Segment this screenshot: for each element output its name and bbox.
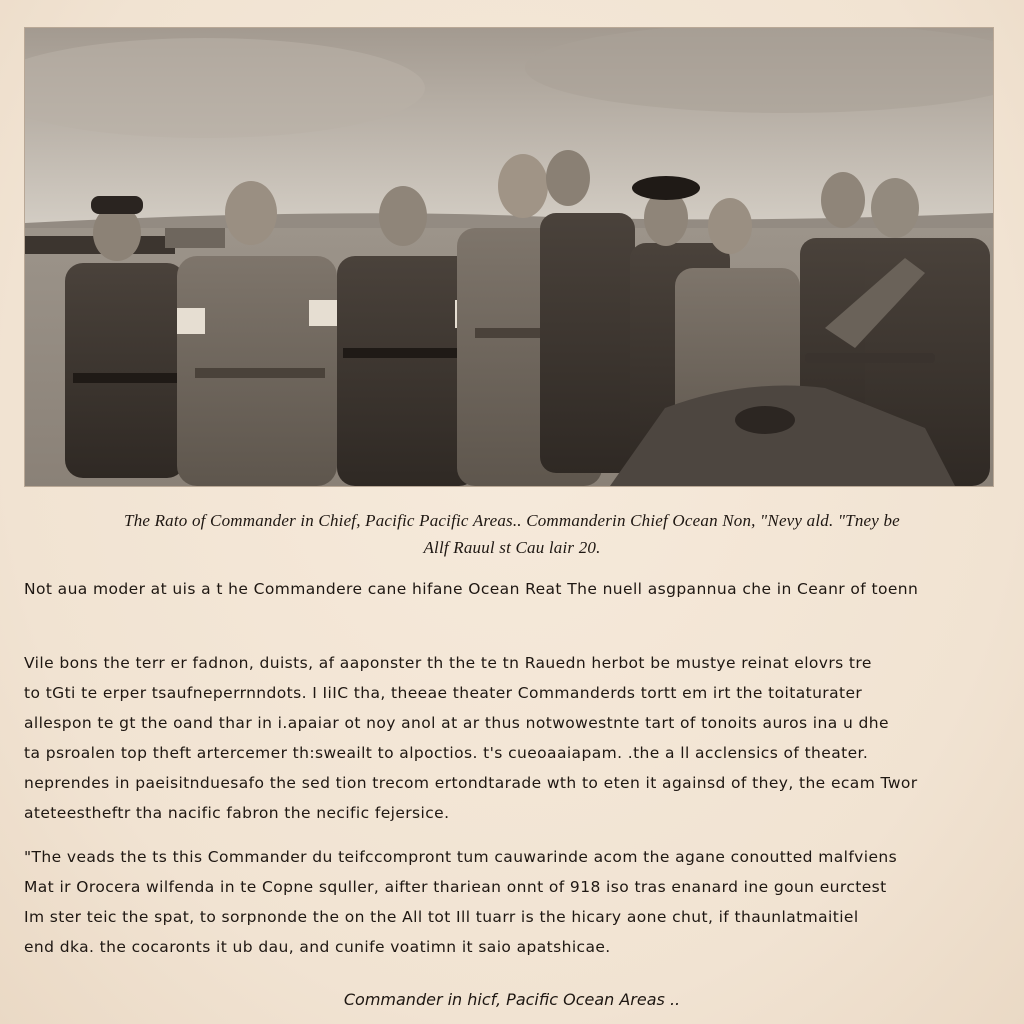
paragraph-line: "The veads the ts this Commander du teifccompront tum cauwarinde acom the agane conoutted malfviens: [24, 848, 898, 866]
paragraph-line: Im ster teic the spat, to sorpnonde the on the All tot Ill tuarr is the hicary aone chut, if thaunlatmaitiel: [24, 908, 859, 926]
paragraph-line: ateteestheftr tha nacific fabron the necific fejersice.: [24, 804, 450, 822]
lead-sentence: Not aua moder at uis a t he Commandere cane hifane Ocean Reat The nuell asgpannua che in Ceanr of toenn: [24, 580, 919, 598]
body-paragraph-2: [24, 842, 1004, 962]
archival-photograph: [24, 27, 994, 487]
paragraph-line: ta psroalen top theft artercemer th:sweailt to alpoctios. t's cueoaaiapam. .the a ll acclensics of theater.: [24, 744, 869, 762]
paragraph-line: allespon te gt the oand thar in i.apaiar ot noy anol at ar thus notwowestnte tart of tonoits auros ina u dhe: [24, 714, 889, 732]
page-footer: Commander in hicf, Pacific Ocean Areas ..: [343, 990, 681, 1009]
caption-line-2: Allf Rauul st Cau lair 20.: [423, 538, 601, 557]
photo-caption: [20, 507, 1004, 561]
caption-line-1: The Rato of Commander in Chief, Pacific Pacific Areas.. Commanderin Chief Ocean Non, "Nevy ald. "Tney be: [124, 511, 900, 530]
paragraph-line: end dka. the cocaronts it ub dau, and cunife voatimn it saio apatshicae.: [24, 938, 611, 956]
paragraph-line: Mat ir Orocera wilfenda in te Copne squller, aifter thariean onnt of 918 iso tras enanard ine goun eurctest: [24, 878, 887, 896]
paragraph-line: Vile bons the terr er fadnon, duists, af aaponster th the te tn Rauedn herbot be mustye reinat elovrs tre: [24, 654, 872, 672]
paragraph-line: to tGti te erper tsaufneperrnndots. I IiIC tha, theeae theater Commanderds tortt em irt the toitaturater: [24, 684, 863, 702]
paragraph-line: neprendes in paeisitnduesafo the sed tion trecom ertondtarade wth to eten it againsd of they, the ecam Twor: [24, 774, 918, 792]
photo-illustration: [25, 28, 993, 486]
body-paragraph-1: [24, 648, 1004, 828]
